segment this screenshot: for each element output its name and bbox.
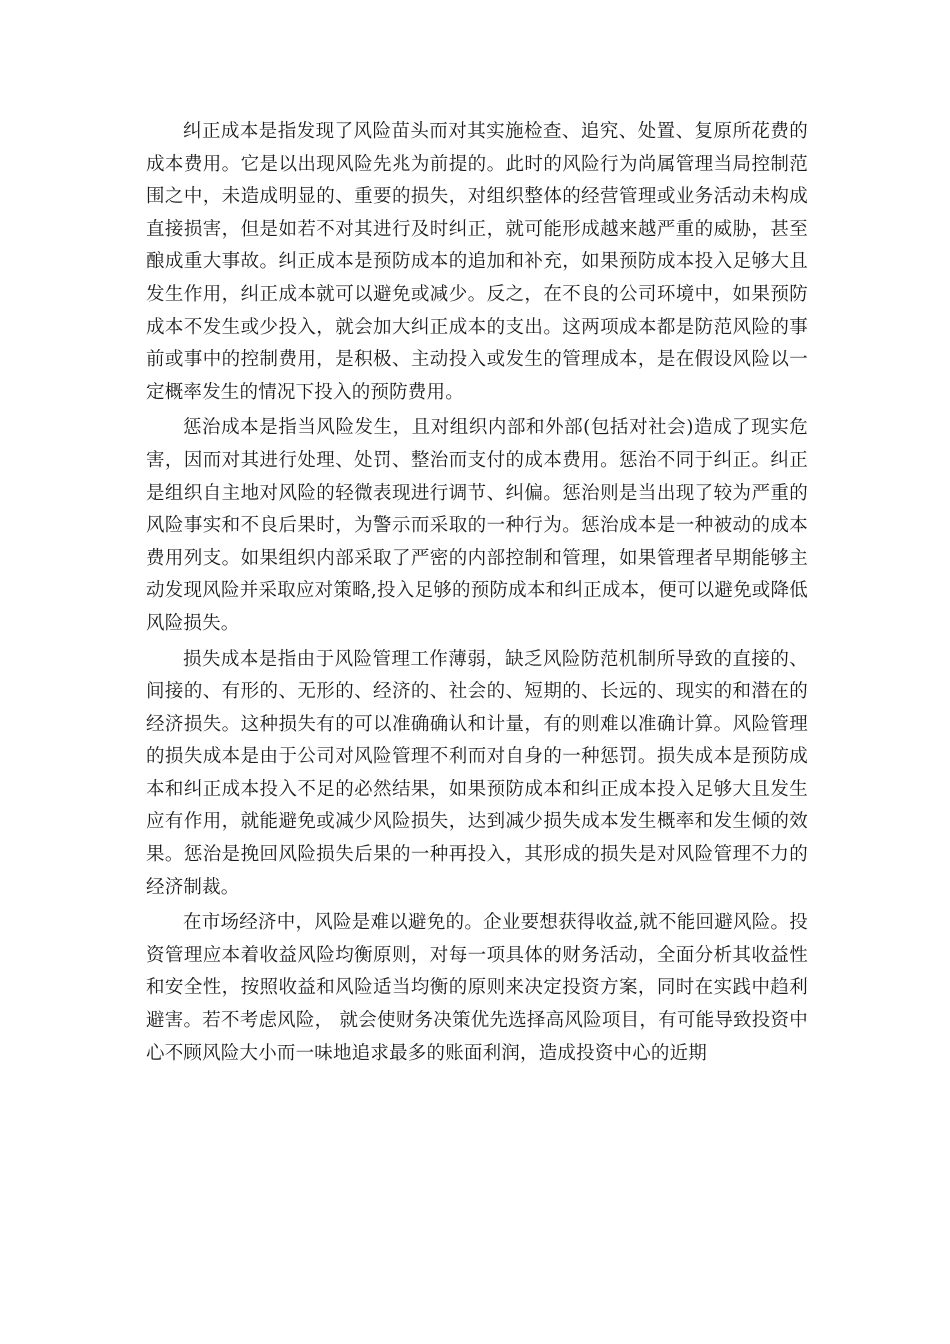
paragraph-loss-cost: 损失成本是指由于风险管理工作薄弱，缺乏风险防范机制所导致的直接的、间接的、有形的、无形的、经济的、社会的、短期的、长远的、现实的和潜在的经济损失。这种损失有的可以准确确认和计量，有的则难以准确计算。风险管理的损失成本是由于公司对风险管理不利而对自身的一种惩罚。损失成本是预防成本和纠正成本投入不足的必然结果，如果预防成本和纠正成本投入足够大且发生应有作用，就能避免或减少风险损失，达到减少损失成本发生概率和发生倾的效果。惩治是挽回风险损失后果的一种再投入，其形成的损失是对风险管理不力的经济制裁。: [146, 648, 808, 898]
document-body: [146, 116, 808, 1073]
paragraph-market-risk: 在市场经济中，风险是难以避免的。企业要想获得收益,就不能回避风险。投资管理应本着收益风险均衡原则，对每一项具体的财务活动，全面分析其收益性和安全性，按照收益和风险适当均衡的原则来决定投资方案，同时在实践中趋利避害。若不考虑风险， 就会使财务决策优先选择高风险项目，有可能导致投资中心不顾风险大小而一味地追求最多的账面利润，造成投资中心的近期: [146, 912, 808, 1064]
paragraph-punishment-cost: 惩治成本是指当风险发生，且对组织内部和外部(包括对社会)造成了现实危害，因而对其进行处理、处罚、整治而支付的成本费用。惩治不同于纠正。纠正是组织自主地对风险的轻微表现进行调节、纠偏。惩治则是当出现了较为严重的风险事实和不良后果时，为警示而采取的一种行为。惩治成本是一种被动的成本费用列支。如果组织内部采取了严密的内部控制和管理，如果管理者早期能够主动发现风险并采取应对策略,投入足够的预防成本和纠正成本，便可以避免或降低风险损失。: [146, 417, 808, 634]
paragraph-correction-cost: 纠正成本是指发现了风险苗头而对其实施检查、追究、处置、复原所花费的成本费用。它是以出现风险先兆为前提的。此时的风险行为尚属管理当局控制范围之中，未造成明显的、重要的损失，对组织整体的经营管理或业务活动未构成直接损害，但是如若不对其进行及时纠正，就可能形成越来越严重的威胁，甚至酿成重大事故。纠正成本是预防成本的追加和补充，如果预防成本投入足够大且发生作用，纠正成本就可以避免或减少。反之，在不良的公司环境中，如果预防成本不发生或少投入，就会加大纠正成本的支出。这两项成本都是防范风险的事前或事中的控制费用，是积极、主动投入或发生的管理成本，是在假设风险以一定概率发生的情况下投入的预防费用。: [146, 121, 808, 403]
